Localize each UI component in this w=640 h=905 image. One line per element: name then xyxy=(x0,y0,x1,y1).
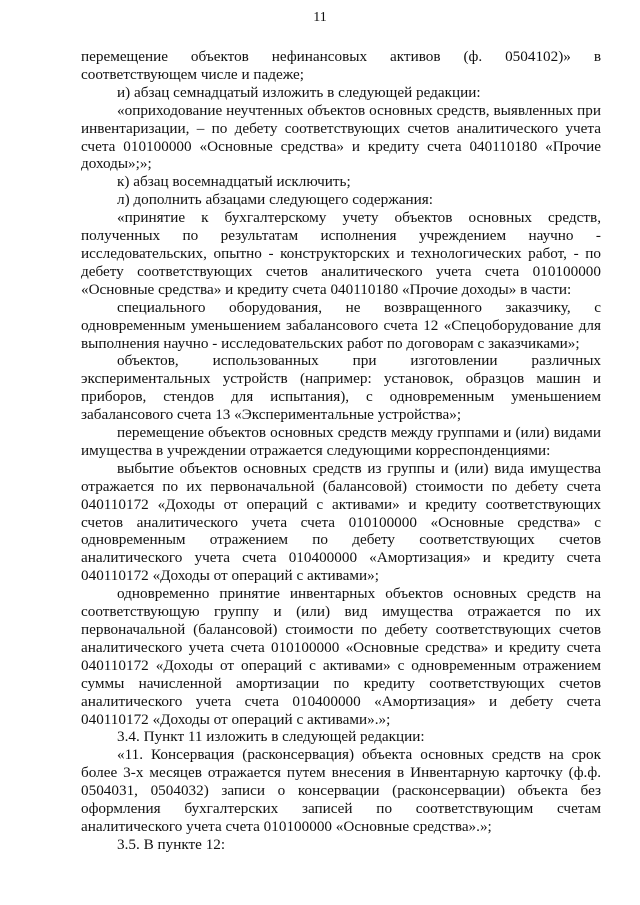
paragraph: объектов, использованных при изготовлении различных экспериментальных устройств (например: установок, образцов машин и приборов, стендов для испытания), с одновременным уменьшением забалансового счета 13 «Экспериментальные устройства»; xyxy=(81,352,601,424)
paragraph: перемещение объектов нефинансовых активов (ф. 0504102)» в соответствующем числе и падеже; xyxy=(81,48,601,83)
paragraph: 3.5. В пункте 12: xyxy=(117,835,226,853)
paragraph: и) абзац семнадцатый изложить в следующей редакции: xyxy=(117,83,481,101)
paragraph: специального оборудования, не возвращенного заказчику, с одновременным уменьшением забалансового счета 12 «Спецоборудование для выполнения научно - исследовательских работ по договорам с заказчиками»; xyxy=(81,298,601,352)
document-body xyxy=(81,48,601,854)
paragraph: «11. Консервация (расконсервация) объекта основных средств на срок более 3-х месяцев отражается путем внесения в Инвентарную карточку (ф.ф. 0504031, 0504032) записи о консервации (расконсервации) объекта без оформления бухгалтерских записей по соответствующим счетам аналитического учета счета 010100000 «Основные средства».»; xyxy=(81,746,601,835)
paragraph: выбытие объектов основных средств из группы и (или) вида имущества отражается по их первоначальной (балансовой) стоимости по дебету счета 040110172 «Доходы от операций с активами» и кредиту соответствующих счетов аналитического учета счета 010100000 «Основные средства» с одновременным отражением по дебету соответствующих счетов аналитического учета счета 010400000 «Амортизация» и кредиту счета 040110172 «Доходы от операций с активами»; xyxy=(81,459,601,585)
paragraph: одновременно принятие инвентарных объектов основных средств на соответствующую группу и (или) вид имущества отражается по их первоначальной (балансовой) стоимости по дебету соответствующих счетов аналитического учета счета 010100000 «Основные средства» и кредиту счета 040110172 «Доходы от операций с активами» с одновременным отражением суммы начисленной амортизации по кредиту соответствующих счетов аналитического учета счета 010400000 «Амортизация» и дебету счета 040110172 «Доходы от операций с активами».»; xyxy=(81,585,601,728)
paragraph: «принятие к бухгалтерскому учету объектов основных средств, полученных по результатам исполнения учреждением научно - исследовательских, опытно - конструкторских и технологических работ, - по дебету соответствующих счетов аналитического учета счета 010100000 «Основные средства» и кредиту счета 040110180 «Прочие доходы» в части: xyxy=(81,209,601,298)
paragraph: «оприходование неучтенных объектов основных средств, выявленных при инвентаризации, – по дебету соответствующих счетов аналитического учета счета 010100000 «Основные средства» и кредиту счета 040110180 «Прочие доходы»;»; xyxy=(81,101,601,173)
paragraph: к) абзац восемнадцатый исключить; xyxy=(117,173,351,191)
page-number: 11 xyxy=(313,10,327,25)
paragraph: перемещение объектов основных средств между группами и (или) видами имущества в учреждении отражается следующими корреспонденциями: xyxy=(81,424,601,459)
paragraph: 3.4. Пункт 11 изложить в следующей редакции: xyxy=(117,728,425,746)
paragraph: л) дополнить абзацами следующего содержания: xyxy=(117,191,433,209)
